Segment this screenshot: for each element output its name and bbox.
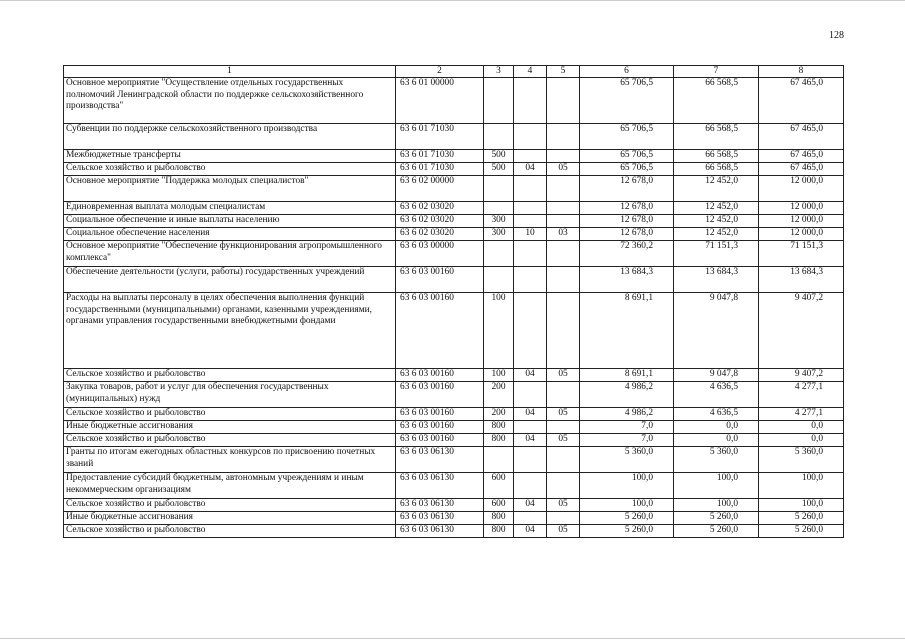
- cell-v7: 12 452,0: [674, 215, 759, 228]
- cell-name: Межбюджетные трансферты: [64, 150, 396, 163]
- cell-v8: 5 260,0: [759, 525, 844, 538]
- cell-v6: 12 678,0: [580, 176, 674, 202]
- cell-c5: [547, 447, 580, 473]
- cell-c4: 04: [514, 525, 547, 538]
- cell-v6: 4 986,2: [580, 408, 674, 421]
- header-row: [64, 66, 844, 78]
- cell-v6: 72 360,2: [580, 241, 674, 267]
- cell-c4: [514, 241, 547, 267]
- cell-c3: [484, 202, 514, 215]
- cell-c5: 05: [547, 408, 580, 421]
- cell-name: Социальное обеспечение населения: [64, 228, 396, 241]
- cell-code: 63 6 03 00000: [396, 241, 484, 267]
- cell-c4: 04: [514, 408, 547, 421]
- cell-code: 63 6 01 71030: [396, 150, 484, 163]
- cell-name: Гранты по итогам ежегодных областных конкурсов по присвоению почетных званий: [64, 447, 396, 473]
- table-row: [64, 202, 844, 215]
- cell-code: 63 6 02 03020: [396, 228, 484, 241]
- cell-c3: [484, 447, 514, 473]
- cell-name: Основное мероприятие "Осуществление отдельных государственных полномочий Ленинградской области по поддержке сельскохозяйственного производства": [64, 78, 396, 124]
- cell-v7: 12 452,0: [674, 176, 759, 202]
- cell-c3: 800: [484, 434, 514, 447]
- cell-c4: 04: [514, 499, 547, 512]
- cell-v7: 71 151,3: [674, 241, 759, 267]
- cell-c4: [514, 202, 547, 215]
- cell-c3: 200: [484, 408, 514, 421]
- table-row: [64, 78, 844, 124]
- table-row: [64, 499, 844, 512]
- cell-v6: 7,0: [580, 421, 674, 434]
- cell-v8: 100,0: [759, 499, 844, 512]
- cell-c5: 05: [547, 525, 580, 538]
- table-row: [64, 512, 844, 525]
- cell-v7: 13 684,3: [674, 267, 759, 293]
- cell-v6: 100,0: [580, 473, 674, 499]
- cell-v7: 9 047,8: [674, 293, 759, 369]
- cell-v7: 66 568,5: [674, 163, 759, 176]
- cell-name: Предоставление субсидий бюджетным, автономным учреждениям и иным некоммерческим организациям: [64, 473, 396, 499]
- cell-v6: 4 986,2: [580, 382, 674, 408]
- table-row: [64, 369, 844, 382]
- cell-name: Социальное обеспечение и иные выплаты населению: [64, 215, 396, 228]
- cell-c4: [514, 293, 547, 369]
- cell-c5: 05: [547, 434, 580, 447]
- cell-c4: [514, 512, 547, 525]
- cell-v8: 67 465,0: [759, 163, 844, 176]
- col-header: 7: [674, 66, 759, 78]
- table-row: [64, 124, 844, 150]
- cell-c4: [514, 215, 547, 228]
- cell-v7: 0,0: [674, 421, 759, 434]
- cell-v8: 67 465,0: [759, 124, 844, 150]
- table-row: [64, 215, 844, 228]
- cell-code: 63 6 03 06130: [396, 512, 484, 525]
- cell-c5: [547, 382, 580, 408]
- cell-c5: [547, 267, 580, 293]
- cell-v8: 71 151,3: [759, 241, 844, 267]
- cell-v7: 5 360,0: [674, 447, 759, 473]
- cell-v8: 12 000,0: [759, 176, 844, 202]
- cell-v6: 65 706,5: [580, 124, 674, 150]
- cell-c3: [484, 176, 514, 202]
- cell-code: 63 6 01 71030: [396, 124, 484, 150]
- cell-name: Расходы на выплаты персоналу в целях обеспечения выполнения функций государственными (муниципальными) органами, казенными учреждениями, органами управления государственными внебюджетными фондами: [64, 293, 396, 369]
- cell-v6: 5 260,0: [580, 512, 674, 525]
- cell-c4: [514, 78, 547, 124]
- col-header: 1: [64, 66, 396, 78]
- cell-c3: 300: [484, 228, 514, 241]
- cell-code: 63 6 03 00160: [396, 267, 484, 293]
- cell-v6: 5 360,0: [580, 447, 674, 473]
- cell-c4: [514, 473, 547, 499]
- cell-v7: 12 452,0: [674, 202, 759, 215]
- cell-name: Сельское хозяйство и рыболовство: [64, 369, 396, 382]
- cell-c4: [514, 382, 547, 408]
- cell-v8: 12 000,0: [759, 202, 844, 215]
- cell-c5: [547, 150, 580, 163]
- cell-name: Иные бюджетные ассигнования: [64, 512, 396, 525]
- cell-v6: 5 260,0: [580, 525, 674, 538]
- cell-name: Сельское хозяйство и рыболовство: [64, 434, 396, 447]
- cell-v8: 9 407,2: [759, 369, 844, 382]
- cell-name: Закупка товаров, работ и услуг для обеспечения государственных (муниципальных) нужд: [64, 382, 396, 408]
- cell-code: 63 6 03 00160: [396, 434, 484, 447]
- cell-c5: 05: [547, 369, 580, 382]
- cell-v8: 4 277,1: [759, 408, 844, 421]
- cell-code: 63 6 03 06130: [396, 473, 484, 499]
- cell-v6: 8 691,1: [580, 369, 674, 382]
- cell-v6: 13 684,3: [580, 267, 674, 293]
- cell-c5: [547, 293, 580, 369]
- cell-v8: 5 360,0: [759, 447, 844, 473]
- cell-c4: [514, 176, 547, 202]
- cell-v6: 12 678,0: [580, 228, 674, 241]
- cell-name: Иные бюджетные ассигнования: [64, 421, 396, 434]
- cell-c3: [484, 241, 514, 267]
- cell-c4: 04: [514, 369, 547, 382]
- col-header: 4: [514, 66, 547, 78]
- cell-code: 63 6 03 00160: [396, 382, 484, 408]
- cell-code: 63 6 02 00000: [396, 176, 484, 202]
- col-header: 8: [759, 66, 844, 78]
- cell-c3: [484, 124, 514, 150]
- cell-name: Сельское хозяйство и рыболовство: [64, 408, 396, 421]
- cell-c3: 800: [484, 512, 514, 525]
- cell-v8: 13 684,3: [759, 267, 844, 293]
- cell-c3: 800: [484, 525, 514, 538]
- cell-c5: [547, 473, 580, 499]
- cell-v7: 0,0: [674, 434, 759, 447]
- cell-v6: 65 706,5: [580, 150, 674, 163]
- cell-code: 63 6 02 03020: [396, 215, 484, 228]
- cell-v8: 0,0: [759, 421, 844, 434]
- cell-name: Сельское хозяйство и рыболовство: [64, 499, 396, 512]
- table-row: [64, 163, 844, 176]
- table-row: [64, 241, 844, 267]
- cell-code: 63 6 01 00000: [396, 78, 484, 124]
- cell-v8: 12 000,0: [759, 228, 844, 241]
- cell-name: Субвенции по поддержке сельскохозяйственного производства: [64, 124, 396, 150]
- cell-v7: 4 636,5: [674, 382, 759, 408]
- cell-code: 63 6 03 00160: [396, 369, 484, 382]
- cell-v8: 12 000,0: [759, 215, 844, 228]
- cell-c5: [547, 215, 580, 228]
- cell-v7: 12 452,0: [674, 228, 759, 241]
- cell-code: 63 6 03 06130: [396, 525, 484, 538]
- cell-c3: 500: [484, 150, 514, 163]
- cell-v7: 5 260,0: [674, 525, 759, 538]
- cell-c4: 04: [514, 434, 547, 447]
- cell-v8: 67 465,0: [759, 150, 844, 163]
- cell-name: Обеспечение деятельности (услуги, работы) государственных учреждений: [64, 267, 396, 293]
- table-row: [64, 408, 844, 421]
- cell-v7: 66 568,5: [674, 78, 759, 124]
- cell-v7: 100,0: [674, 499, 759, 512]
- cell-c5: [547, 176, 580, 202]
- cell-c4: 10: [514, 228, 547, 241]
- cell-c5: [547, 202, 580, 215]
- cell-code: 63 6 03 00160: [396, 408, 484, 421]
- col-header: 3: [484, 66, 514, 78]
- cell-v7: 100,0: [674, 473, 759, 499]
- cell-code: 63 6 03 06130: [396, 499, 484, 512]
- cell-c3: 600: [484, 473, 514, 499]
- cell-v6: 65 706,5: [580, 163, 674, 176]
- col-header: 5: [547, 66, 580, 78]
- cell-v8: 100,0: [759, 473, 844, 499]
- col-header: 6: [580, 66, 674, 78]
- cell-c5: [547, 421, 580, 434]
- cell-v8: 5 260,0: [759, 512, 844, 525]
- cell-c4: [514, 124, 547, 150]
- cell-v8: 9 407,2: [759, 293, 844, 369]
- cell-v8: 67 465,0: [759, 78, 844, 124]
- table-row: [64, 434, 844, 447]
- cell-v7: 5 260,0: [674, 512, 759, 525]
- cell-c4: [514, 267, 547, 293]
- cell-v6: 12 678,0: [580, 215, 674, 228]
- scan-edge-top: [0, 0, 905, 1]
- cell-c3: 800: [484, 421, 514, 434]
- cell-v8: 0,0: [759, 434, 844, 447]
- cell-code: 63 6 03 00160: [396, 293, 484, 369]
- cell-c3: 200: [484, 382, 514, 408]
- cell-name: Основное мероприятие "Поддержка молодых специалистов": [64, 176, 396, 202]
- cell-c3: [484, 267, 514, 293]
- cell-v6: 65 706,5: [580, 78, 674, 124]
- cell-v6: 8 691,1: [580, 293, 674, 369]
- cell-code: 63 6 01 71030: [396, 163, 484, 176]
- cell-code: 63 6 03 06130: [396, 447, 484, 473]
- col-header: 2: [396, 66, 484, 78]
- cell-name: Единовременная выплата молодым специалистам: [64, 202, 396, 215]
- table-row: [64, 176, 844, 202]
- cell-c5: [547, 124, 580, 150]
- cell-c3: 100: [484, 293, 514, 369]
- cell-v7: 66 568,5: [674, 150, 759, 163]
- table-row: [64, 421, 844, 434]
- cell-c4: [514, 421, 547, 434]
- table-row: [64, 382, 844, 408]
- cell-c3: 600: [484, 499, 514, 512]
- cell-c3: [484, 78, 514, 124]
- cell-v7: 66 568,5: [674, 124, 759, 150]
- cell-v8: 4 277,1: [759, 382, 844, 408]
- cell-v6: 7,0: [580, 434, 674, 447]
- table-row: [64, 267, 844, 293]
- cell-code: 63 6 03 00160: [396, 421, 484, 434]
- cell-name: Сельское хозяйство и рыболовство: [64, 525, 396, 538]
- table-row: [64, 525, 844, 538]
- cell-name: Сельское хозяйство и рыболовство: [64, 163, 396, 176]
- cell-c3: 100: [484, 369, 514, 382]
- cell-v6: 12 678,0: [580, 202, 674, 215]
- cell-v6: 100,0: [580, 499, 674, 512]
- budget-table: [63, 65, 844, 538]
- cell-c5: 05: [547, 163, 580, 176]
- table-row: [64, 228, 844, 241]
- cell-c5: [547, 78, 580, 124]
- table-row: [64, 473, 844, 499]
- cell-c4: 04: [514, 163, 547, 176]
- scan-edge-bottom: [0, 638, 905, 639]
- cell-c5: [547, 241, 580, 267]
- cell-c5: [547, 512, 580, 525]
- cell-c5: 03: [547, 228, 580, 241]
- cell-code: 63 6 02 03020: [396, 202, 484, 215]
- cell-c5: 05: [547, 499, 580, 512]
- page-number: 128: [829, 30, 844, 41]
- cell-c3: 500: [484, 163, 514, 176]
- cell-c3: 300: [484, 215, 514, 228]
- table-row: [64, 150, 844, 163]
- cell-v7: 9 047,8: [674, 369, 759, 382]
- cell-c4: [514, 447, 547, 473]
- cell-v7: 4 636,5: [674, 408, 759, 421]
- cell-name: Основное мероприятие "Обеспечение функционирования агропромышленного комплекса": [64, 241, 396, 267]
- cell-c4: [514, 150, 547, 163]
- table-row: [64, 293, 844, 369]
- table-row: [64, 447, 844, 473]
